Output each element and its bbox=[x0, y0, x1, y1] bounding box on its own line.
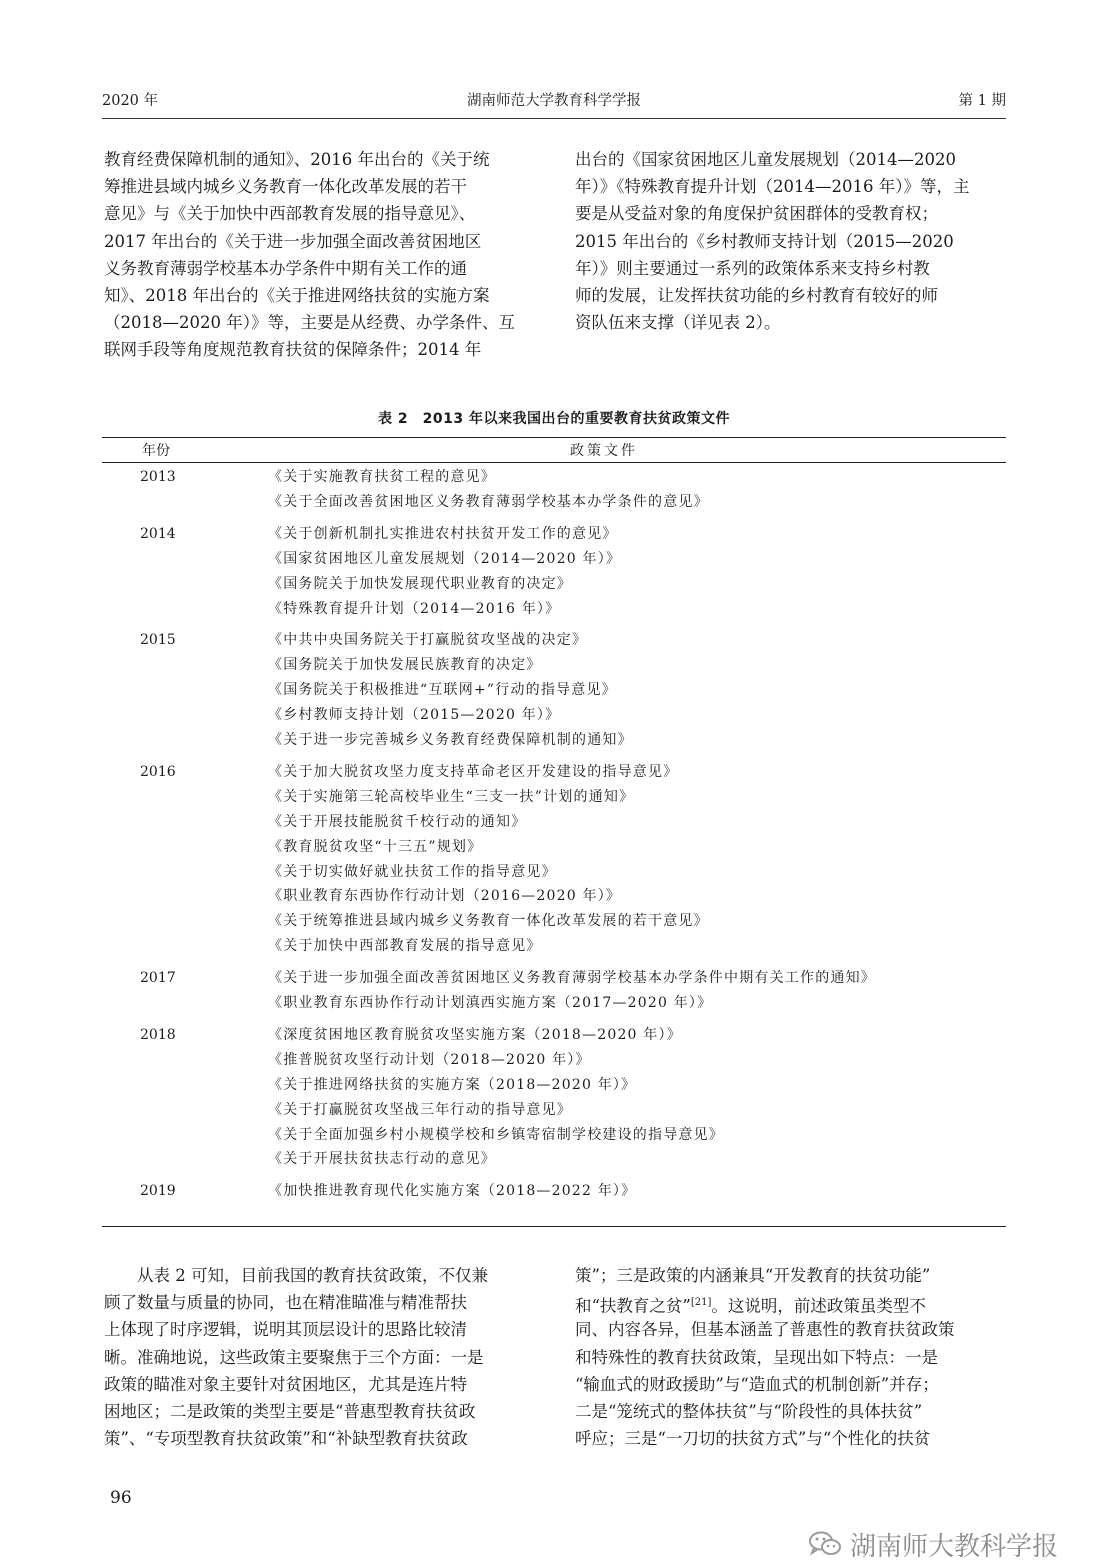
header-year: 2020 年 bbox=[102, 93, 159, 109]
table-row bbox=[102, 1023, 1006, 1048]
table-cell-year: 2013 bbox=[140, 469, 176, 485]
table-row bbox=[102, 678, 1006, 703]
table-row bbox=[102, 703, 1006, 728]
table-bottom-rule bbox=[102, 1226, 1006, 1227]
table-cell-document: 《国务院关于加快发展现代职业教育的决定》 bbox=[268, 575, 572, 592]
text-line: 师的发展，让发挥扶贫功能的乡村教育有较好的师 bbox=[575, 285, 938, 305]
table-row bbox=[102, 547, 1006, 572]
table-cell-document: 《加快推进教育现代化实施方案（2018—2022 年）》 bbox=[268, 1183, 637, 1200]
table-row bbox=[102, 966, 1006, 991]
table-header-year: 年份 bbox=[142, 443, 170, 459]
header-issue: 第 1 期 bbox=[958, 93, 1006, 109]
text-line: 年）》《特殊教育提升计划（2014—2016 年）》等，主 bbox=[575, 177, 970, 197]
text-line: 筹推进县域内城乡义务教育一体化改革发展的若干 bbox=[104, 177, 467, 197]
table-row bbox=[102, 991, 1006, 1016]
table-cell-document: 《职业教育东西协作行动计划（2016—2020 年）》 bbox=[268, 888, 622, 905]
text-line: 上体现了时序逻辑，说明其顶层设计的思路比较清 bbox=[104, 1320, 467, 1340]
table-row bbox=[102, 1147, 1006, 1172]
text-line: “输血式的财政援助”与“造血式的机制创新”并存； bbox=[575, 1374, 939, 1394]
table-cell-document: 《关于加大脱贫攻坚力度支持革命老区开发建设的指导意见》 bbox=[268, 763, 679, 780]
text-line: 知》、2018 年出台的《关于推进网络扶贫的实施方案 bbox=[104, 285, 490, 305]
table-cell-year: 2017 bbox=[140, 970, 176, 987]
text-line: 和特殊性的教育扶贫政策，呈现出如下特点：一是 bbox=[575, 1347, 938, 1367]
text-line: 年）》则主要通过一系列的政策体系来支持乡村教 bbox=[575, 258, 930, 278]
table-row bbox=[102, 628, 1006, 653]
table-cell-year: 2014 bbox=[140, 525, 176, 542]
header-rule bbox=[102, 118, 1006, 119]
table-cell-document: 《国家贫困地区儿童发展规划（2014—2020 年）》 bbox=[268, 550, 622, 567]
text-line: 义务教育薄弱学校基本办学条件中期有关工作的通 bbox=[104, 258, 467, 278]
table-cell-document: 《关于实施教育扶贫工程的意见》 bbox=[268, 469, 496, 485]
text-line: 教育经费保障机制的通知》、2016 年出台的《关于统 bbox=[104, 150, 490, 169]
text-line: 联网手段等角度规范教育扶贫的保障条件；2014 年 bbox=[104, 340, 482, 360]
table-row bbox=[102, 810, 1006, 835]
table-cell-document: 《教育脱贫攻坚“十三五”规划》 bbox=[268, 838, 483, 855]
table-header-rule bbox=[102, 462, 1006, 463]
table-cell-document: 《特殊教育提升计划（2014—2016 年）》 bbox=[268, 600, 561, 617]
table-cell-document: 《国务院关于加快发展民族教育的决定》 bbox=[268, 657, 542, 674]
table-cell-document: 《关于进一步加强全面改善贫困地区义务教育薄弱学校基本办学条件中期有关工作的通知》 bbox=[268, 970, 876, 987]
table-row bbox=[102, 909, 1006, 934]
text-line: （2018—2020 年）》等，主要是从经费、办学条件、互 bbox=[104, 313, 515, 333]
header-journal-title: 湖南师范大学教育科学学报 bbox=[467, 93, 641, 109]
table-cell-document: 《推普脱贫攻坚行动计划（2018—2020 年）》 bbox=[268, 1051, 591, 1068]
text-line: 和“扶教育之贫”[21]。这说明，前述政策虽类型不 bbox=[575, 1296, 926, 1316]
body-top-right-column bbox=[575, 146, 1004, 336]
table-cell-document: 《关于开展技能脱贫千校行动的通知》 bbox=[268, 813, 527, 830]
wechat-watermark bbox=[808, 1524, 1058, 1564]
table-row bbox=[102, 1048, 1006, 1073]
text-line: 意见》与《关于加快中西部教育发展的指导意见》、 bbox=[104, 204, 476, 224]
table-row bbox=[102, 653, 1006, 678]
body-top-left-column bbox=[104, 146, 533, 364]
text-line: 策”；三是政策的内涵兼具“开发教育的扶贫功能” bbox=[575, 1266, 931, 1285]
table-row bbox=[102, 785, 1006, 810]
table-cell-document: 《国务院关于积极推进“互联网+”行动的指导意见》 bbox=[268, 682, 617, 699]
text-line: 出台的《国家贫困地区儿童发展规划（2014—2020 bbox=[575, 150, 956, 169]
text-line: 同、内容各异，但基本涵盖了普惠性的教育扶贫政策 bbox=[575, 1320, 955, 1340]
text-line: 晰。准确地说，这些政策主要聚焦于三个方面：一是 bbox=[104, 1347, 484, 1367]
running-header bbox=[102, 92, 1006, 110]
text-line: 资队伍来支撑（详见表 2）。 bbox=[575, 313, 781, 333]
text-line: 2017 年出台的《关于进一步加强全面改善贫困地区 bbox=[104, 231, 482, 251]
text-line: 二是“笼统式的整体扶贫”与“阶段性的具体扶贫” bbox=[575, 1401, 923, 1421]
text-line: 要是从受益对象的角度保护贫困群体的受教育权； bbox=[575, 204, 938, 224]
table-cell-document: 《关于开展扶贫扶志行动的意见》 bbox=[268, 1151, 496, 1168]
table-row bbox=[102, 490, 1006, 515]
table-row bbox=[102, 934, 1006, 959]
table-cell-document: 《关于进一步完善城乡义务教育经费保障机制的通知》 bbox=[268, 732, 633, 748]
table-caption: 表 2 2013 年以来我国出台的重要教育扶贫政策文件 bbox=[378, 411, 730, 427]
table-top-rule bbox=[102, 437, 1006, 438]
table-cell-document: 《关于加快中西部教育发展的指导意见》 bbox=[268, 938, 542, 955]
table-row bbox=[102, 835, 1006, 860]
table-cell-document: 《中共中央国务院关于打赢脱贫攻坚战的决定》 bbox=[268, 632, 588, 649]
table-cell-document: 《关于全面加强乡村小规模学校和乡镇寄宿制学校建设的指导意见》 bbox=[268, 1126, 724, 1143]
text-line: 政策的瞄准对象主要针对贫困地区，尤其是连片特 bbox=[104, 1374, 467, 1394]
table-row bbox=[102, 572, 1006, 597]
text-line: 顾了数量与质量的协同，也在精准瞄准与精准帮扶 bbox=[104, 1293, 467, 1313]
table-cell-document: 《职业教育东西协作行动计划滇西实施方案（2017—2020 年）》 bbox=[268, 995, 713, 1011]
table-cell-document: 《乡村教师支持计划（2015—2020 年）》 bbox=[268, 707, 561, 724]
table-row bbox=[102, 1179, 1006, 1204]
table-row bbox=[102, 465, 1006, 490]
table-cell-year: 2018 bbox=[140, 1026, 176, 1043]
table-header-document: 政策文件 bbox=[570, 443, 638, 459]
text-line: 从表 2 可知，目前我国的教育扶贫政策，不仅兼 bbox=[104, 1266, 488, 1285]
body-bottom-right-column bbox=[575, 1262, 1004, 1452]
table-row bbox=[102, 884, 1006, 909]
table-row bbox=[102, 522, 1006, 547]
table-cell-document: 《关于打赢脱贫攻坚战三年行动的指导意见》 bbox=[268, 1101, 572, 1118]
table-row bbox=[102, 760, 1006, 785]
table-cell-document: 《关于切实做好就业扶贫工作的指导意见》 bbox=[268, 863, 557, 880]
table-row bbox=[102, 1123, 1006, 1148]
table-cell-document: 《关于创新机制扎实推进农村扶贫开发工作的意见》 bbox=[268, 525, 618, 542]
table-cell-document: 《关于实施第三轮高校毕业生“三支一扶”计划的通知》 bbox=[268, 788, 635, 805]
table-row bbox=[102, 597, 1006, 622]
table-row bbox=[102, 1073, 1006, 1098]
body-bottom-left-column bbox=[104, 1262, 533, 1452]
table-cell-document: 《关于全面改善贫困地区义务教育薄弱学校基本办学条件的意见》 bbox=[268, 493, 709, 510]
text-line: 2015 年出台的《乡村教师支持计划（2015—2020 bbox=[575, 231, 954, 251]
table-cell-document: 《关于推进网络扶贫的实施方案（2018—2020 年）》 bbox=[268, 1076, 637, 1093]
table-cell-year: 2015 bbox=[140, 632, 176, 649]
table-cell-document: 《关于统筹推进县域内城乡义务教育一体化改革发展的若干意见》 bbox=[268, 913, 709, 930]
text-line: 呼应；三是“一刀切的扶贫方式”与“个性化的扶贫 bbox=[575, 1429, 931, 1449]
page-number: 96 bbox=[110, 1488, 132, 1508]
table-cell-document: 《深度贫困地区教育脱贫攻坚实施方案（2018—2020 年）》 bbox=[268, 1026, 682, 1043]
table-cell-year: 2016 bbox=[140, 763, 176, 780]
text-line: 策”、“专项型教育扶贫政策”和“补缺型教育扶贫政 bbox=[104, 1429, 468, 1449]
watermark-text: 湖南师大教科学报 bbox=[850, 1531, 1059, 1562]
table-cell-year: 2019 bbox=[140, 1183, 176, 1200]
table-row bbox=[102, 860, 1006, 885]
table-row bbox=[102, 1098, 1006, 1123]
wechat-icon bbox=[808, 1530, 842, 1558]
table-row bbox=[102, 728, 1006, 753]
text-line: 困地区；二是政策的类型主要是“普惠型教育扶贫政 bbox=[104, 1401, 476, 1421]
